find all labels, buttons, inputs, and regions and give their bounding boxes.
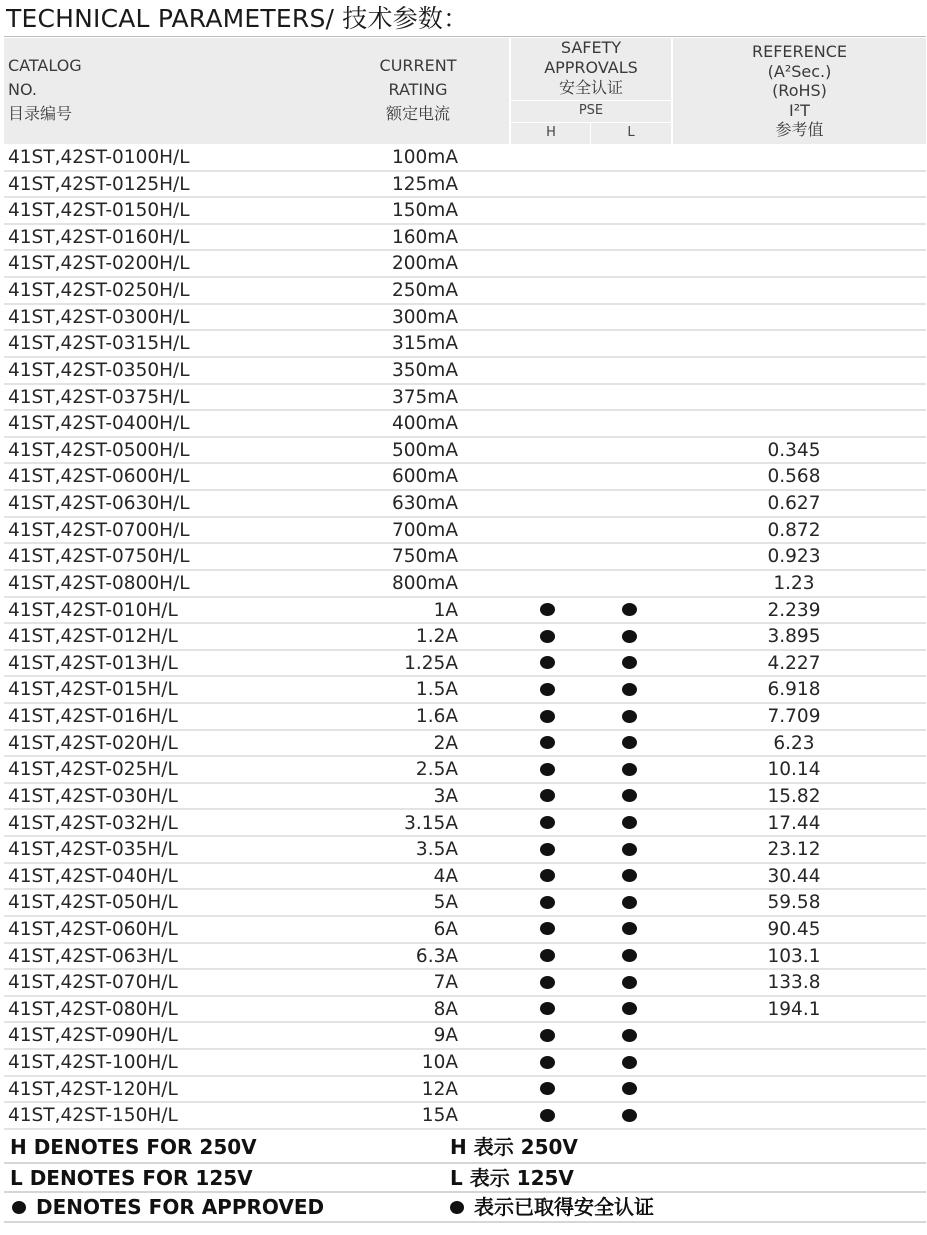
h-approved-dot-icon [532,970,562,995]
approved-dot-icon [540,843,555,856]
approved-dot-icon [622,656,637,669]
l-approved-dot-icon [614,811,644,836]
current-rating: 200mA [392,253,458,275]
i2t-reference: 4.227 [767,652,821,674]
catalog-number: 41ST,42ST-070H/L [8,972,178,994]
table-row [4,278,926,305]
current-rating: 150mA [392,200,458,222]
i2t-reference: 194.1 [767,998,821,1020]
catalog-number: 41ST,42ST-0125H/L [8,173,190,195]
i2t-reference: 1.23 [773,572,815,594]
catalog-number: 41ST,42ST-010H/L [8,599,178,621]
legend-dot-cn: 表示已取得安全认证 [450,1193,654,1221]
table-row [4,784,926,811]
l-approved-dot-icon [614,651,644,676]
table-row [4,571,926,598]
approved-dot-icon [540,1109,555,1122]
catalog-number: 41ST,42ST-0250H/L [8,280,190,302]
current-rating: 1.6A [415,706,458,728]
current-rating: 15A [421,1105,458,1127]
current-rating: 8A [433,998,458,1020]
h-approved-dot-icon [532,944,562,969]
approved-dot-icon [622,736,637,749]
table-row [4,358,926,385]
approved-dot-icon [622,603,637,616]
legend-h-cn: H 表示 250V [450,1135,578,1159]
approved-dot-icon [622,1109,637,1122]
table-row [4,1077,926,1104]
l-approved-dot-icon [614,837,644,862]
catalog-number: 41ST,42ST-080H/L [8,998,178,1020]
approved-dot-icon [622,1002,637,1015]
table-row [4,890,926,917]
i2t-reference: 3.895 [767,626,821,648]
current-rating: 1.25A [404,652,458,674]
approved-dot-icon [450,1201,464,1214]
table-row [4,385,926,412]
catalog-number: 41ST,42ST-0630H/L [8,493,190,515]
l-approved-dot-icon [614,917,644,942]
catalog-number: 41ST,42ST-150H/L [8,1105,178,1127]
catalog-number: 41ST,42ST-0350H/L [8,359,190,381]
i2t-reference: 103.1 [767,945,821,967]
table-row [4,225,926,252]
current-rating: 12A [421,1078,458,1100]
i2t-reference: 6.918 [767,679,821,701]
header-catalog: CATALOG NO. 目录编号 [8,56,82,123]
approved-dot-icon [622,683,637,696]
approved-dot-icon [540,922,555,935]
h-approved-dot-icon [532,1023,562,1048]
table-row [4,305,926,332]
approved-dot-icon [540,683,555,696]
l-approved-dot-icon [614,677,644,702]
i2t-reference: 0.627 [767,493,821,515]
approved-dot-icon [540,1082,555,1095]
approved-dot-icon [12,1201,26,1214]
l-approved-dot-icon [614,944,644,969]
i2t-reference: 17.44 [767,812,821,834]
current-rating: 2.5A [415,759,458,781]
table-row [4,864,926,891]
approved-dot-icon [622,922,637,935]
catalog-number: 41ST,42ST-040H/L [8,865,178,887]
table-row [4,997,926,1024]
catalog-number: 41ST,42ST-020H/L [8,732,178,754]
legend-l-cn: L 表示 125V [450,1166,574,1190]
catalog-number: 41ST,42ST-032H/L [8,812,178,834]
l-approved-dot-icon [614,1023,644,1048]
i2t-reference: 0.345 [767,439,821,461]
current-rating: 400mA [392,413,458,435]
catalog-number: 41ST,42ST-0750H/L [8,546,190,568]
l-approved-dot-icon [614,997,644,1022]
current-rating: 750mA [392,546,458,568]
approved-dot-icon [540,949,555,962]
header-reference: REFERENCE (A²Sec.) (RoHS) I²T 参考值 [751,42,847,139]
catalog-number: 41ST,42ST-0375H/L [8,386,190,408]
table-row [4,598,926,625]
h-approved-dot-icon [532,677,562,702]
table-row [4,544,926,571]
h-approved-dot-icon [532,997,562,1022]
current-rating: 100mA [392,147,458,168]
h-approved-dot-icon [532,757,562,782]
h-approved-dot-icon [532,784,562,809]
table-row [4,624,926,651]
table-row [4,811,926,838]
approved-dot-icon [622,869,637,882]
table-header [4,38,926,144]
catalog-number: 41ST,42ST-0100H/L [8,147,190,168]
catalog-number: 41ST,42ST-0700H/L [8,519,190,541]
approved-dot-icon [622,949,637,962]
catalog-number: 41ST,42ST-0800H/L [8,572,190,594]
approved-dot-icon [622,710,637,723]
table-row [4,677,926,704]
l-approved-dot-icon [614,757,644,782]
legend-divider [4,1221,926,1223]
catalog-number: 41ST,42ST-0300H/L [8,306,190,328]
approved-dot-icon [540,816,555,829]
current-rating: 2A [433,732,458,754]
current-rating: 700mA [392,519,458,541]
l-approved-dot-icon [614,1050,644,1075]
h-approved-dot-icon [532,811,562,836]
i2t-reference: 7.709 [767,706,821,728]
header-l: L [627,125,635,140]
h-approved-dot-icon [532,1077,562,1102]
l-approved-dot-icon [614,704,644,729]
catalog-number: 41ST,42ST-090H/L [8,1025,178,1047]
table-row [4,198,926,225]
table-row [4,837,926,864]
i2t-reference: 10.14 [767,759,821,781]
current-rating: 600mA [392,466,458,488]
i2t-reference: 59.58 [767,892,821,914]
current-rating: 300mA [392,306,458,328]
table-row [4,704,926,731]
current-rating: 6.3A [415,945,458,967]
current-rating: 630mA [392,493,458,515]
catalog-number: 41ST,42ST-120H/L [8,1078,178,1100]
current-rating: 250mA [392,280,458,302]
h-approved-dot-icon [532,837,562,862]
i2t-reference: 2.239 [767,599,821,621]
h-approved-dot-icon [532,890,562,915]
catalog-number: 41ST,42ST-0400H/L [8,413,190,435]
h-approved-dot-icon [532,651,562,676]
approved-dot-icon [622,789,637,802]
approved-dot-icon [540,736,555,749]
catalog-number: 41ST,42ST-100H/L [8,1052,178,1074]
current-rating: 3.15A [404,812,458,834]
approved-dot-icon [540,1056,555,1069]
table-row [4,172,926,199]
l-approved-dot-icon [614,731,644,756]
current-rating: 4A [433,865,458,887]
h-approved-dot-icon [532,864,562,889]
i2t-reference: 0.568 [767,466,821,488]
table-row [4,757,926,784]
table-row [4,917,926,944]
catalog-number: 41ST,42ST-060H/L [8,918,178,940]
h-approved-dot-icon [532,731,562,756]
h-approved-dot-icon [532,1050,562,1075]
l-approved-dot-icon [614,784,644,809]
table-row [4,411,926,438]
catalog-number: 41ST,42ST-063H/L [8,945,178,967]
approved-dot-icon [540,789,555,802]
approved-dot-icon [540,656,555,669]
h-approved-dot-icon [532,704,562,729]
approved-dot-icon [540,630,555,643]
approved-dot-icon [622,630,637,643]
i2t-reference: 30.44 [767,865,821,887]
approved-dot-icon [622,816,637,829]
current-rating: 500mA [392,439,458,461]
approved-dot-icon [622,1056,637,1069]
table-row [4,491,926,518]
i2t-reference: 90.45 [767,918,821,940]
approved-dot-icon [540,710,555,723]
i2t-reference: 6.23 [773,732,815,754]
current-rating: 1A [433,599,458,621]
header-safety: SAFETY APPROVALS 安全认证 [544,38,638,97]
current-rating: 375mA [392,386,458,408]
catalog-number: 41ST,42ST-025H/L [8,759,178,781]
approved-dot-icon [622,1082,637,1095]
table-row [4,518,926,545]
catalog-number: 41ST,42ST-0600H/L [8,466,190,488]
legend-dot-en: DENOTES FOR APPROVED [12,1193,324,1221]
l-approved-dot-icon [614,864,644,889]
current-rating: 1.2A [415,626,458,648]
i2t-reference: 0.923 [767,546,821,568]
catalog-number: 41ST,42ST-030H/L [8,785,178,807]
table-row [4,251,926,278]
l-approved-dot-icon [614,624,644,649]
current-rating: 3.5A [415,839,458,861]
title-divider [4,36,926,37]
table-row [4,1103,926,1130]
h-approved-dot-icon [532,624,562,649]
table-row [4,1023,926,1050]
current-rating: 5A [433,892,458,914]
table-row [4,1050,926,1077]
current-rating: 315mA [392,333,458,355]
h-approved-dot-icon [532,1103,562,1128]
approved-dot-icon [622,1029,637,1042]
current-rating: 1.5A [415,679,458,701]
legend-h-en: H DENOTES FOR 250V [10,1135,257,1159]
catalog-number: 41ST,42ST-0150H/L [8,200,190,222]
h-approved-dot-icon [532,917,562,942]
approved-dot-icon [540,976,555,989]
table-row [4,731,926,758]
approved-dot-icon [622,896,637,909]
table-row [4,944,926,971]
l-approved-dot-icon [614,890,644,915]
approved-dot-icon [622,843,637,856]
approved-dot-icon [540,763,555,776]
approved-dot-icon [622,763,637,776]
approved-dot-icon [540,896,555,909]
l-approved-dot-icon [614,970,644,995]
approved-dot-icon [540,1029,555,1042]
catalog-number: 41ST,42ST-015H/L [8,679,178,701]
l-approved-dot-icon [614,598,644,623]
catalog-number: 41ST,42ST-0500H/L [8,439,190,461]
current-rating: 3A [433,785,458,807]
catalog-number: 41ST,42ST-0200H/L [8,253,190,275]
approved-dot-icon [540,603,555,616]
i2t-reference: 23.12 [767,839,821,861]
catalog-number: 41ST,42ST-0315H/L [8,333,190,355]
approved-dot-icon [540,1002,555,1015]
l-approved-dot-icon [614,1077,644,1102]
table-row [4,331,926,358]
i2t-reference: 15.82 [767,785,821,807]
h-approved-dot-icon [532,598,562,623]
current-rating: 10A [421,1052,458,1074]
current-rating: 160mA [392,226,458,248]
table-row [4,651,926,678]
catalog-number: 41ST,42ST-016H/L [8,706,178,728]
approved-dot-icon [540,869,555,882]
current-rating: 800mA [392,572,458,594]
page-title: TECHNICAL PARAMETERS/ 技术参数： [6,4,469,33]
catalog-number: 41ST,42ST-050H/L [8,892,178,914]
table-row [4,970,926,997]
header-current: CURRENT RATING 额定电流 [379,56,457,123]
current-rating: 350mA [392,359,458,381]
current-rating: 6A [433,918,458,940]
header-h: H [546,125,556,140]
current-rating: 125mA [392,173,458,195]
current-rating: 7A [433,972,458,994]
table-row [4,464,926,491]
i2t-reference: 0.872 [767,519,821,541]
catalog-number: 41ST,42ST-035H/L [8,839,178,861]
catalog-number: 41ST,42ST-0160H/L [8,226,190,248]
current-rating: 9A [433,1025,458,1047]
catalog-number: 41ST,42ST-013H/L [8,652,178,674]
i2t-reference: 133.8 [767,972,821,994]
l-approved-dot-icon [614,1103,644,1128]
legend-l-en: L DENOTES FOR 125V [10,1166,253,1190]
table-row [4,438,926,465]
header-pse: PSE [578,103,604,118]
catalog-number: 41ST,42ST-012H/L [8,626,178,648]
table-row [4,145,926,172]
approved-dot-icon [622,976,637,989]
